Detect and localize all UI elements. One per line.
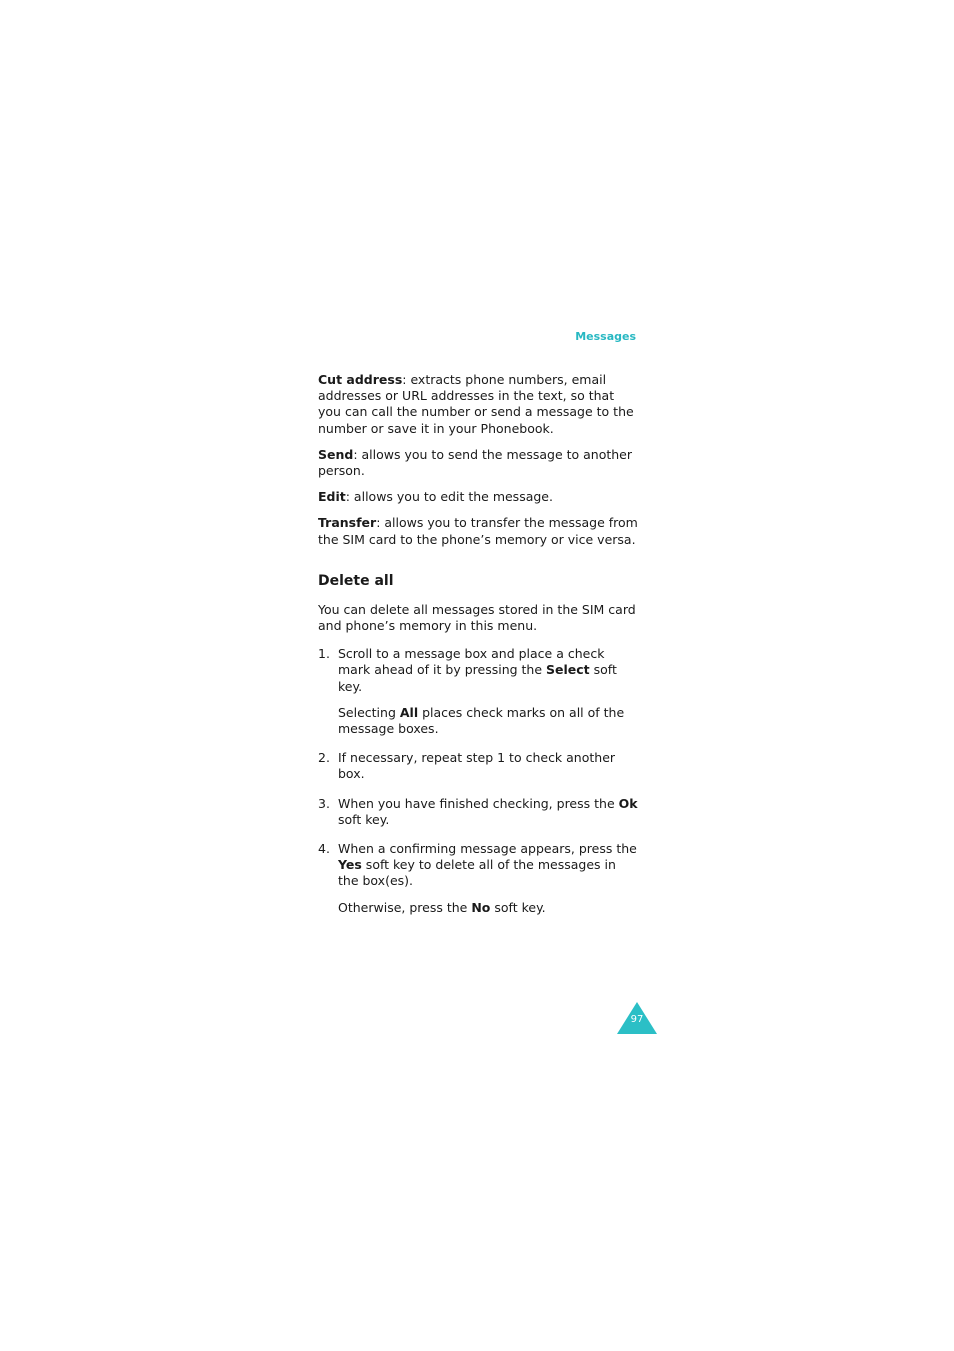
section-heading: Delete all	[318, 572, 394, 589]
term: Cut address	[318, 372, 403, 387]
definition-text: : allows you to transfer the message from the SIM card to the phone’s memory or vice versa.	[318, 515, 638, 547]
text: soft key.	[338, 811, 390, 827]
step-number: 1.	[318, 646, 330, 662]
term: Transfer	[318, 515, 377, 531]
definition-text: : allows you to send the message to another person.	[318, 446, 633, 479]
text: soft key.	[490, 899, 546, 915]
text: Selecting	[338, 704, 400, 720]
step-2	[318, 750, 640, 782]
step-number: 4.	[318, 841, 330, 857]
text: soft key.	[338, 662, 617, 694]
text: When a confirming message appears, press the	[338, 841, 637, 857]
step-number: 3.	[318, 795, 330, 811]
step-3	[318, 796, 640, 828]
text: soft key to delete all of the messages in the box(es).	[338, 857, 616, 889]
key-name: No	[471, 899, 491, 915]
definition-transfer	[318, 515, 640, 547]
step-1	[318, 646, 640, 737]
key-name: All	[399, 704, 419, 720]
section-intro: You can delete all messages stored in the SIM card and phone’s memory in this menu.	[318, 601, 636, 634]
step-number: 2.	[318, 750, 330, 766]
steps-list	[318, 646, 640, 916]
definition-edit	[318, 489, 640, 505]
text: places check marks on all of the message boxes.	[338, 704, 625, 737]
step-text	[338, 646, 640, 695]
definition-text: : allows you to edit the message.	[345, 489, 553, 505]
step-text	[338, 841, 640, 890]
step-4	[318, 841, 640, 916]
term: Edit	[318, 489, 346, 505]
key-name: Ok	[618, 795, 638, 811]
page-content	[318, 372, 640, 929]
text: Otherwise, press the	[338, 899, 472, 915]
key-name: Select	[546, 662, 590, 678]
term: Send	[318, 446, 354, 462]
section-header: Messages	[575, 330, 636, 343]
definition-text: : extracts phone numbers, email addresses or URL addresses in the text, so that you can call the number or send a message to the number or save it in your Phonebook.	[318, 372, 634, 436]
definition-cut-address	[318, 372, 640, 437]
text: When you have finished checking, press the	[338, 795, 619, 811]
definition-send	[318, 447, 640, 479]
key-name: Yes	[338, 857, 362, 873]
page-number: 97	[630, 1014, 644, 1025]
step-text	[338, 796, 640, 828]
step-note	[338, 705, 640, 737]
text: Scroll to a message box and place a check mark ahead of it by pressing the	[338, 646, 605, 678]
step-text: If necessary, repeat step 1 to check another box.	[338, 750, 616, 782]
step-note	[338, 900, 640, 916]
